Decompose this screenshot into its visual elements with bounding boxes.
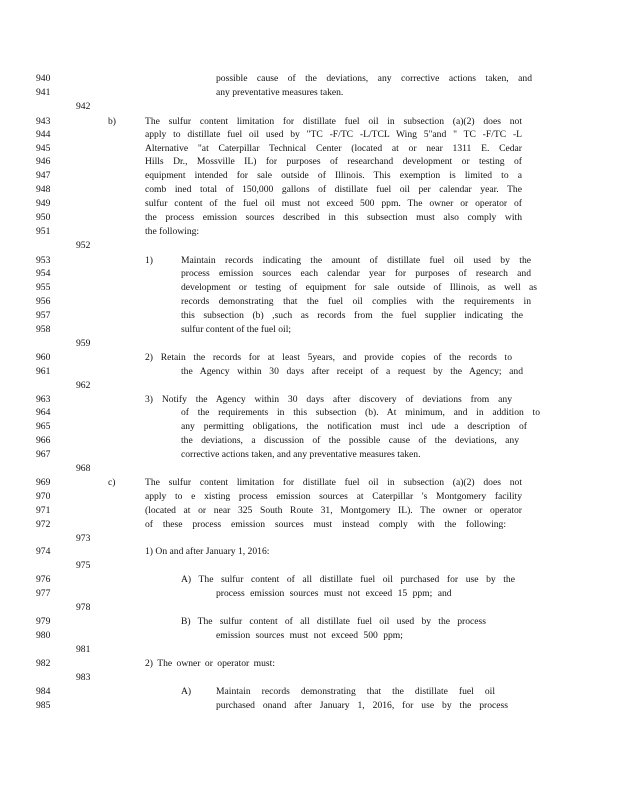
text-line: the process emission sources described in this subsection must also comply with: [145, 212, 522, 223]
line-number: 961: [36, 366, 51, 377]
text-line: sulfur content of the fuel oil must not exceed 500 ppm. The owner or operator of: [145, 198, 522, 209]
line-number: 982: [36, 658, 51, 669]
text-line: development or testing of equipment for sale outside of Illinois, as well as: [181, 282, 537, 293]
text-line: corrective actions taken, and any preventative measures taken.: [181, 449, 421, 460]
text-line: The sulfur content limitation for distillate fuel oil in subsection (a)(2) does not: [145, 116, 522, 127]
text-line: The sulfur content limitation for distillate fuel oil in subsection (a)(2) does not: [145, 477, 522, 488]
text-line: Maintain records indicating the amount of distillate fuel oil used by the: [181, 255, 531, 266]
line-number: 976: [36, 574, 51, 585]
line-number: 947: [36, 170, 51, 181]
list-marker: 1): [145, 255, 153, 266]
list-marker: A): [181, 686, 192, 697]
line-number: 942: [76, 101, 91, 112]
text-line: 2) The owner or operator must:: [145, 658, 275, 669]
line-number: 949: [36, 198, 51, 209]
line-number: 965: [36, 421, 51, 432]
line-number: 951: [36, 226, 51, 237]
line-number: 948: [36, 184, 51, 195]
line-number: 952: [76, 240, 91, 251]
list-marker: c): [108, 477, 116, 488]
line-number: 962: [76, 380, 91, 391]
text-line: apply to e xisting process emission sources at Caterpillar 's Montgomery facility: [145, 491, 522, 502]
text-line: equipment intended for sale outside of Illinois. This exemption is limited to a: [145, 170, 522, 181]
line-number: 974: [36, 546, 51, 557]
line-number: 967: [36, 449, 51, 460]
line-number: 971: [36, 505, 51, 516]
text-line: process emission sources must not exceed 15 ppm; and: [216, 588, 452, 599]
line-number: 958: [36, 324, 51, 335]
text-line: of the requirements in this subsection (b). At minimum, and in addition to: [181, 407, 540, 418]
text-line: comb ined total of 150,000 gallons of distillate fuel oil per calendar year. The: [145, 184, 522, 195]
line-number: 966: [36, 435, 51, 446]
line-number: 954: [36, 268, 51, 279]
line-number: 950: [36, 212, 51, 223]
line-number: 945: [36, 143, 51, 154]
line-number: 959: [76, 338, 91, 349]
line-number: 960: [36, 352, 51, 363]
text-line: Alternative "at Caterpillar Technical Center (located at or near 1311 E. Cedar: [145, 143, 522, 154]
line-number: 963: [36, 394, 51, 405]
text-line: 3) Notify the Agency within 30 days after discovery of deviations from any: [145, 394, 512, 405]
line-number: 944: [36, 129, 51, 140]
list-marker: b): [108, 116, 116, 127]
line-number: 979: [36, 616, 51, 627]
text-line: B) The sulfur content of all distillate fuel oil used by the process: [181, 616, 486, 627]
text-line: of these process emission sources must instead comply with the following:: [145, 519, 506, 530]
text-line: records demonstrating that the fuel oil complies with the requirements in: [181, 296, 531, 307]
text-line: apply to distillate fuel oil used by "TC -F/TC -L/TCL Wing 5"and " TC -F/TC -L: [145, 129, 522, 140]
text-line: this subsection (b) ,such as records from the fuel supplier indicating the: [181, 310, 523, 321]
text-line: Maintain records demonstrating that the distillate fuel oil: [216, 686, 495, 697]
text-line: sulfur content of the fuel oil;: [181, 324, 292, 335]
line-number: 977: [36, 588, 51, 599]
text-line: (located at or near 325 South Route 31, Montgomery IL). The owner or operator: [145, 505, 522, 516]
line-number: 943: [36, 116, 51, 127]
text-line: the following:: [145, 226, 200, 237]
line-number: 940: [36, 73, 51, 84]
line-number: 946: [36, 156, 51, 167]
text-line: any preventative measures taken.: [216, 87, 344, 98]
text-line: purchased onand after January 1, 2016, for use by the process: [216, 700, 508, 711]
line-number: 956: [36, 296, 51, 307]
text-line: A) The sulfur content of all distillate fuel oil purchased for use by the: [181, 574, 515, 585]
line-number: 978: [76, 602, 91, 613]
text-line: emission sources must not exceed 500 ppm;: [216, 630, 403, 641]
line-number: 981: [76, 644, 91, 655]
text-line: the deviations, a discussion of the possible cause of the deviations, any: [181, 435, 519, 446]
line-number: 975: [76, 560, 91, 571]
line-number: 973: [76, 533, 91, 544]
line-number: 968: [76, 463, 91, 474]
text-line: 2) Retain the records for at least 5years, and provide copies of the records to: [145, 352, 512, 363]
line-number: 980: [36, 630, 51, 641]
line-number: 957: [36, 310, 51, 321]
line-number: 970: [36, 491, 51, 502]
line-number: 964: [36, 407, 51, 418]
text-line: any permitting obligations, the notification must incl ude a description of: [181, 421, 527, 432]
line-number: 953: [36, 255, 51, 266]
line-number: 969: [36, 477, 51, 488]
line-number: 972: [36, 519, 51, 530]
line-number: 941: [36, 87, 51, 98]
line-number: 983: [76, 672, 91, 683]
text-line: process emission sources each calendar year for purposes of research and: [181, 268, 531, 279]
line-number: 984: [36, 686, 51, 697]
text-line: 1) On and after January 1, 2016:: [145, 546, 270, 557]
text-line: the Agency within 30 days after receipt of a request by the Agency; and: [181, 366, 523, 377]
text-line: Hills Dr., Mossville IL) for purposes of researchand development or testing of: [145, 156, 522, 167]
line-number: 985: [36, 700, 51, 711]
text-line: possible cause of the deviations, any corrective actions taken, and: [216, 73, 532, 84]
line-number: 955: [36, 282, 51, 293]
